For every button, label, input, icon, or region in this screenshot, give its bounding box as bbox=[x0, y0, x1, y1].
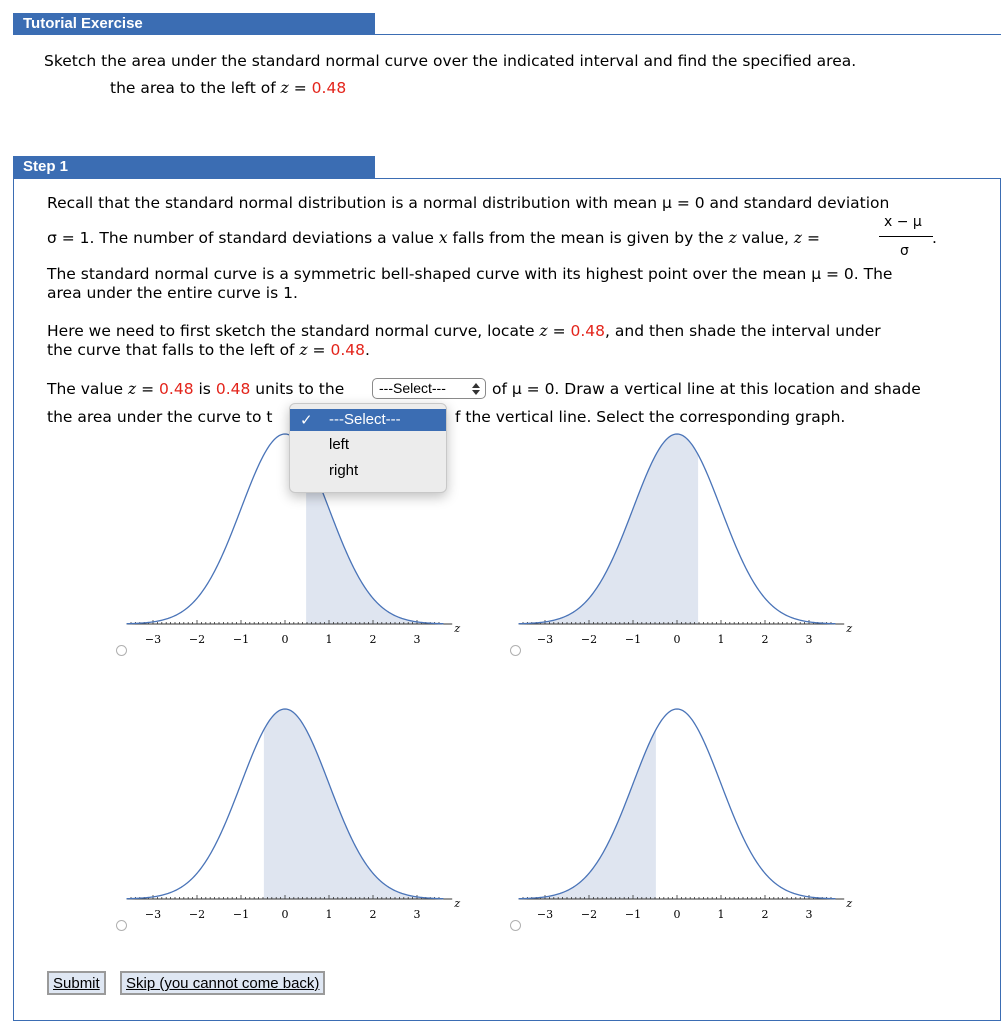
tick-label: 2 bbox=[761, 633, 769, 646]
tick-label: −3 bbox=[536, 908, 554, 921]
normal-curve bbox=[519, 709, 836, 899]
graph-option-1-radio[interactable] bbox=[116, 645, 127, 656]
tick-label: −2 bbox=[188, 908, 206, 921]
tick-label: 3 bbox=[413, 633, 421, 646]
step-header bbox=[13, 156, 375, 178]
graph-option-3-radio[interactable] bbox=[116, 920, 127, 931]
select-arrows-icon bbox=[472, 383, 480, 395]
z-formula-bar bbox=[879, 236, 933, 237]
tick-label: 1 bbox=[325, 908, 333, 921]
direction-dropdown-menu bbox=[289, 403, 447, 493]
graph-option-3 bbox=[124, 700, 464, 930]
tick-label: 1 bbox=[717, 633, 725, 646]
p2-line1: The standard normal curve is a symmetric bell-shaped curve with its highest point over the mean μ = 0. The bbox=[47, 265, 893, 283]
z-formula-period: . bbox=[932, 229, 937, 247]
tick-label: 0 bbox=[281, 908, 289, 921]
shaded-region bbox=[523, 434, 698, 624]
tick-label: −2 bbox=[188, 633, 206, 646]
tick-label: −1 bbox=[232, 633, 250, 646]
tick-label: 1 bbox=[717, 908, 725, 921]
p3-line2: the curve that falls to the left of z = 0.48. bbox=[47, 341, 370, 359]
graph-option-2 bbox=[516, 425, 856, 655]
z-formula-numerator: x − μ bbox=[884, 214, 922, 230]
graph-option-2-radio[interactable] bbox=[510, 645, 521, 656]
skip-button[interactable]: Skip (you cannot come back) bbox=[120, 971, 325, 995]
instruction-subtext: the area to the left of z = 0.48 bbox=[110, 79, 347, 97]
p4-line1a: The value z = 0.48 is 0.48 units to the bbox=[47, 380, 345, 398]
step-header-label: Step 1 bbox=[23, 158, 69, 175]
p1-line2: σ = 1. The number of standard deviations a value x falls from the mean is given by the z value, z = bbox=[47, 229, 821, 247]
tick-label: −1 bbox=[232, 908, 250, 921]
tick-label: −1 bbox=[624, 633, 642, 646]
tick-label: −3 bbox=[144, 633, 162, 646]
p4-line1b: of μ = 0. Draw a vertical line at this location and shade bbox=[492, 380, 921, 398]
tick-label: −2 bbox=[580, 908, 598, 921]
z-value: 0.48 bbox=[311, 79, 347, 97]
dropdown-option-select[interactable]: ✓ ---Select--- bbox=[290, 409, 446, 431]
tick-label: 2 bbox=[369, 908, 377, 921]
instruction-text: Sketch the area under the standard normal curve over the indicated interval and find the specified area. bbox=[44, 52, 857, 70]
axis-label: z bbox=[846, 897, 853, 910]
shaded-region bbox=[264, 709, 439, 899]
checkmark-icon: ✓ bbox=[300, 412, 313, 429]
graph-option-4 bbox=[516, 700, 856, 930]
p4-line2b: f the vertical line. Select the corresponding graph. bbox=[455, 408, 846, 426]
tick-label: 3 bbox=[805, 908, 813, 921]
tick-label: 0 bbox=[673, 633, 681, 646]
tick-label: 0 bbox=[673, 908, 681, 921]
tick-label: −1 bbox=[624, 908, 642, 921]
graph-option-4-radio[interactable] bbox=[510, 920, 521, 931]
tick-label: 3 bbox=[413, 908, 421, 921]
tick-label: −2 bbox=[580, 633, 598, 646]
tick-label: −3 bbox=[536, 633, 554, 646]
dropdown-option-right[interactable]: right bbox=[329, 462, 359, 479]
tick-label: 2 bbox=[761, 908, 769, 921]
tick-label: 0 bbox=[281, 633, 289, 646]
tick-label: 1 bbox=[325, 633, 333, 646]
tick-label: 3 bbox=[805, 633, 813, 646]
tick-label: −3 bbox=[144, 908, 162, 921]
tick-label: 2 bbox=[369, 633, 377, 646]
z-formula-denominator: σ bbox=[900, 243, 909, 259]
axis-label: z bbox=[454, 622, 461, 635]
p2-line2: area under the entire curve is 1. bbox=[47, 284, 298, 302]
tutorial-header bbox=[13, 13, 375, 35]
dropdown-option-left[interactable]: left bbox=[329, 436, 350, 453]
p1-line1: Recall that the standard normal distribution is a normal distribution with mean μ = 0 and standard deviation bbox=[47, 194, 890, 212]
p4-line2a: the area under the curve to t bbox=[47, 408, 273, 426]
direction-select[interactable] bbox=[372, 378, 486, 399]
axis-label: z bbox=[846, 622, 853, 635]
submit-button[interactable]: Submit bbox=[47, 971, 106, 995]
direction-select-value: ---Select--- bbox=[379, 380, 446, 396]
tutorial-header-rule bbox=[375, 34, 1001, 35]
axis-label: z bbox=[454, 897, 461, 910]
p3-line1: Here we need to first sketch the standard normal curve, locate z = 0.48, and then shade the interval under bbox=[47, 322, 881, 340]
tutorial-header-label: Tutorial Exercise bbox=[23, 15, 143, 32]
